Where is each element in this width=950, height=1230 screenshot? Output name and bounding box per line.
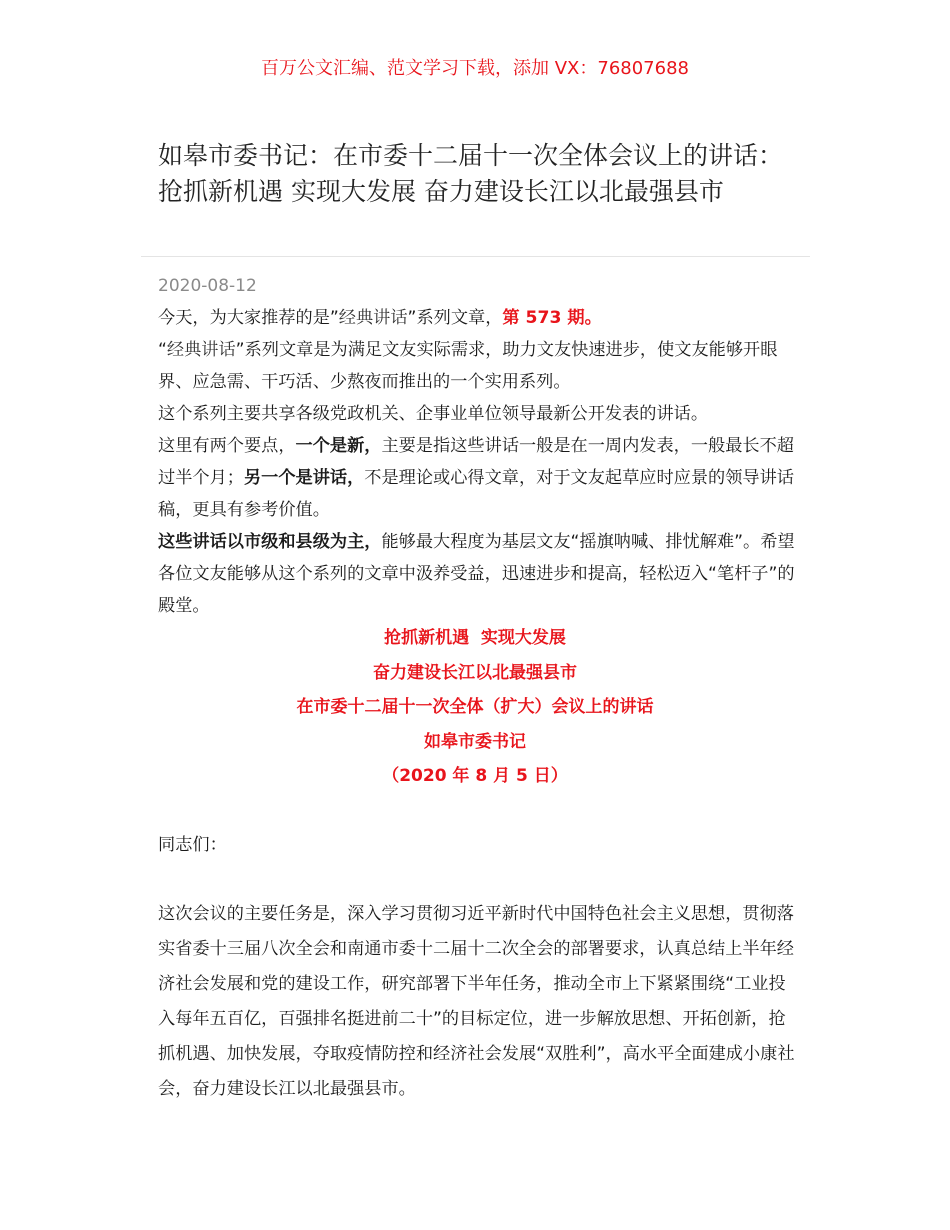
title-divider: [141, 256, 810, 257]
intro-text: 今天，为大家推荐的是”: [158, 308, 339, 328]
issue-number: 第 573 期。: [502, 308, 602, 328]
intro-text: ”系列文章，: [407, 308, 503, 328]
series-intro: [158, 302, 798, 622]
intro-paragraph-2: [158, 334, 798, 398]
intro-paragraph-4: [158, 430, 798, 526]
speaker: 如皋市委书记: [424, 731, 526, 752]
intro-text: ”系列文章是为满足文友实际需求，助力文友快速进步，使文友能够开眼界、应急需、干巧活、少熬夜而推出的一个实用系列。: [158, 340, 778, 392]
intro-paragraph-3: 这个系列主要共享各级党政机关、企事业单位领导最新公开发表的讲话。: [158, 404, 709, 424]
intro-text: 能够最大程度为基层文友“摇旗呐喊、排忧解难”。希望各位文友能够从这个系列的文章中汲养受益，迅速进步和提高，轻松迈入“笔杆子”的殿堂。: [158, 532, 795, 616]
intro-text: 不是理论或心得文章，对于文友起草应时应景的领导讲话稿，更具有参考价值。: [158, 468, 794, 520]
series-name: 经典讲话: [166, 340, 236, 360]
intro-paragraph-5: [158, 526, 798, 622]
intro-text: 这里有两个要点，: [158, 436, 296, 456]
top-banner: 百万公文汇编、范文学习下载，添加 VX：76807688: [261, 58, 689, 79]
series-name: 经典讲话: [338, 308, 408, 328]
speech-title-line-2: 奋力建设长江以北最强县市: [373, 662, 577, 683]
speech-heading: [0, 621, 950, 794]
body-paragraph: 这次会议的主要任务是，深入学习贯彻习近平新时代中国特色社会主义思想，贯彻落实省委十三届八次全会和南通市委十二届十二次全会的部署要求，认真总结上半年经济社会发展和党的建设工作，研究部署下半年任务，推动全市上下紧紧围绕“工业投入每年五百亿，百强排名挺进前二十”的目标定位，进一步解放思想、开拓创新，抢抓机遇、加快发展，夺取疫情防控和经济社会发展“双胜利”，高水平全面建成小康社会，奋力建设长江以北最强县市。: [158, 904, 795, 1099]
article-title: 如皋市委书记：在市委十二届十一次全体会议上的讲话：抢抓新机遇 实现大发展 奋力建设长江以北最强县市: [158, 141, 784, 206]
greeting: 同志们：: [158, 835, 227, 855]
intro-paragraph-1: [158, 302, 798, 334]
intro-text: 主要是指这些讲话一般是在一周内发表，一般最长不超过半个月；: [158, 436, 794, 488]
key-point-level: 这些讲话以市级和县级为主，: [158, 532, 382, 552]
intro-text: “: [158, 340, 167, 360]
speech-occasion: 在市委十二届十一次全体（扩大）会议上的讲话: [296, 697, 654, 717]
key-point-new: 一个是新，: [295, 436, 382, 456]
speech-date: （2020 年 8 月 5 日）: [382, 766, 568, 786]
speech-title-line-1: 抢抓新机遇 实现大发展: [384, 628, 566, 648]
publish-date: 2020-08-12: [158, 276, 257, 296]
key-point-speech: 另一个是讲话，: [243, 468, 365, 488]
